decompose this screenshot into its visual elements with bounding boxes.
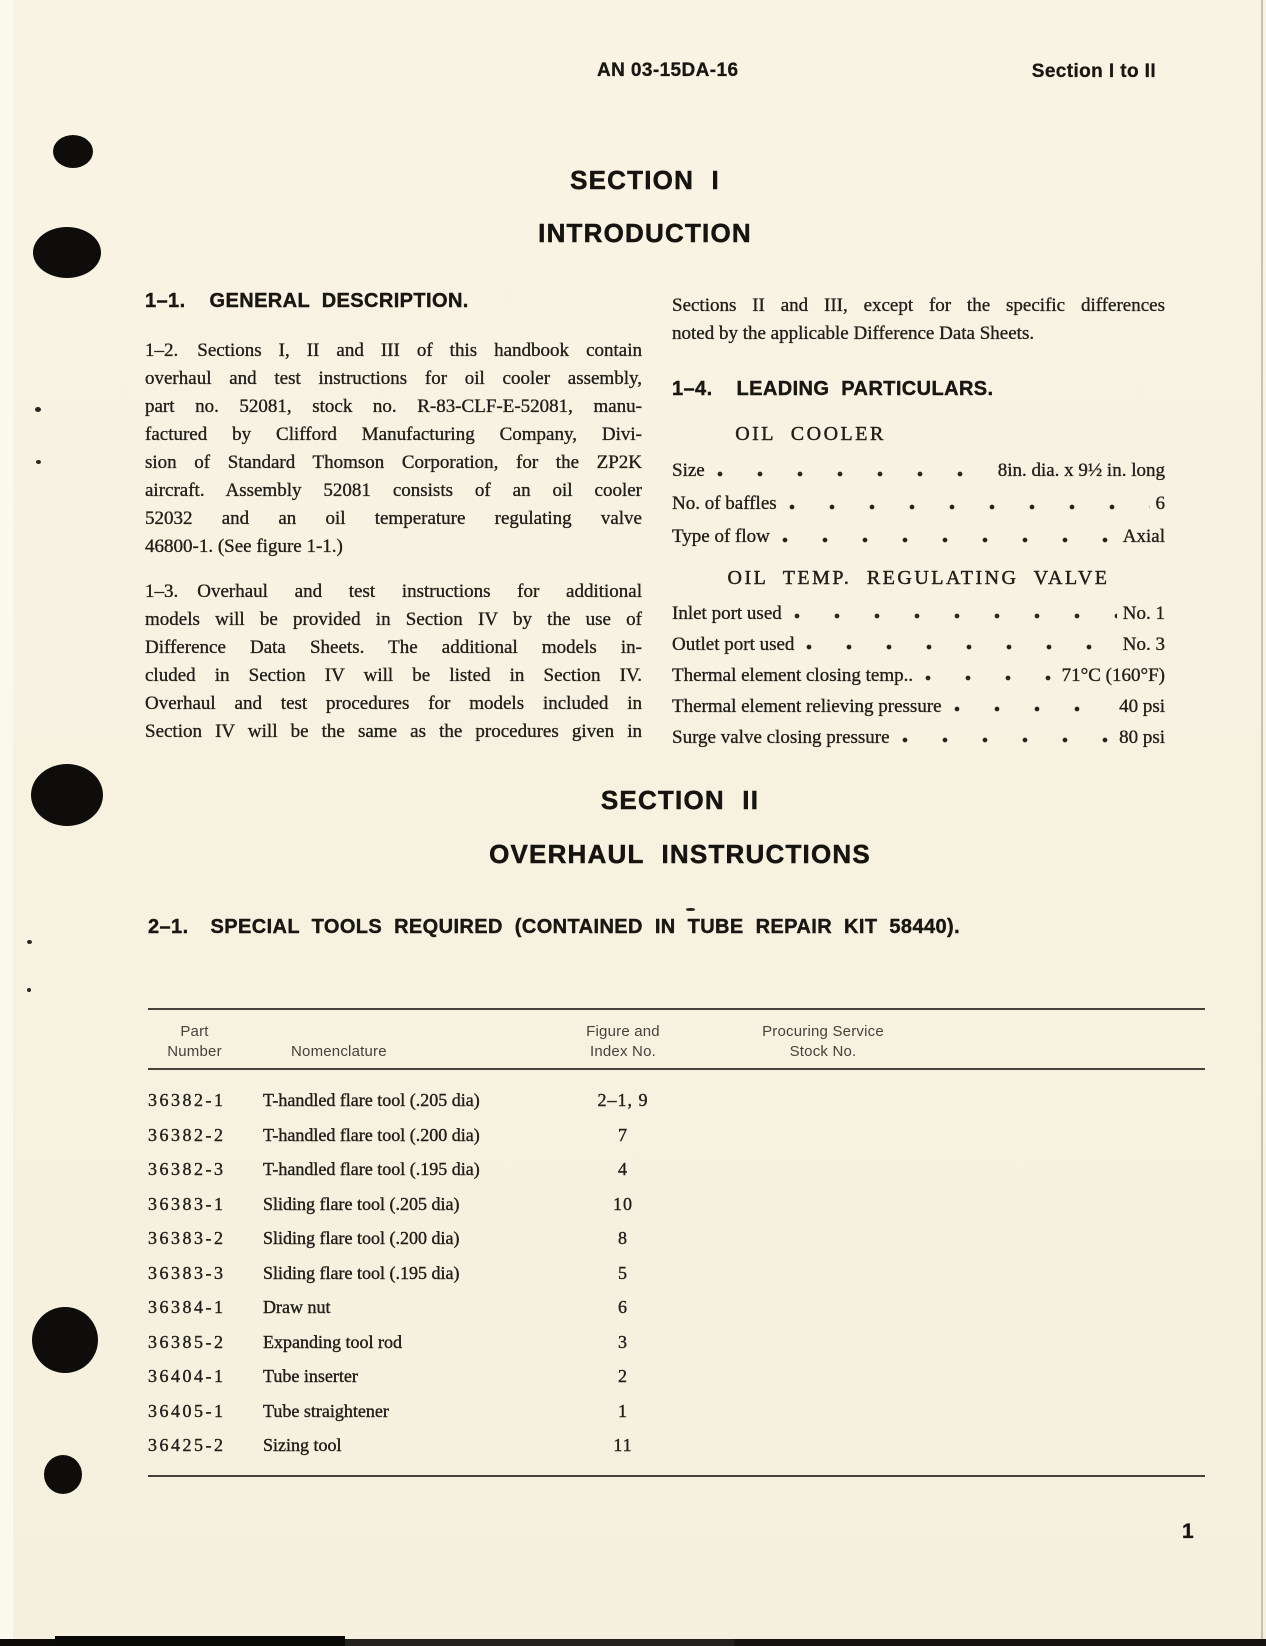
dot-leader — [954, 691, 1113, 722]
text-line: 46800-1. (See figure 1-1.) — [145, 536, 343, 557]
dot-leader — [717, 454, 992, 487]
spec-label: No. of baffles — [672, 493, 777, 514]
scan-bottom-edge-dark — [55, 1636, 345, 1646]
scan-speck — [35, 407, 41, 412]
section2-title: SECTION II — [600, 785, 760, 815]
text-line: overhaul and test instructions for oil cooler assembly, — [145, 368, 642, 389]
text-line: 52032 and an oil temperature regulating valve — [145, 508, 642, 529]
spec-row — [672, 691, 1165, 722]
paragraph-number: 2–1. — [148, 916, 189, 938]
column-header-spacer — [948, 1022, 1205, 1062]
scan-speck — [686, 908, 695, 911]
column-header-nomenclature: Nomenclature — [291, 1043, 387, 1060]
text-line: aircraft. Assembly 52081 consists of an oil cooler — [145, 480, 642, 501]
text-line: cluded in Section IV will be listed in Section IV. — [145, 665, 642, 686]
punch-mark — [53, 135, 93, 168]
paragraph-title: SPECIAL TOOLS REQUIRED (CONTAINED IN TUBE REPAIR KIT 58440). — [210, 916, 961, 938]
text-line: Sections II and III, except for the specific differences — [672, 295, 1165, 316]
special-tools-table — [148, 1008, 1205, 1477]
spec-value: No. 1 — [1122, 603, 1165, 624]
table-row: 36382-3 T-handled flare tool (.195 dia) 4 — [148, 1159, 628, 1179]
table-header-row — [148, 1010, 1205, 1070]
text-line: 1–2. Sections I, II and III of this handbook contain — [145, 340, 642, 361]
table-row: 36384-1 Draw nut 6 — [148, 1297, 628, 1317]
punch-mark — [44, 1455, 82, 1494]
dot-leader — [806, 629, 1116, 660]
dot-leader — [782, 520, 1117, 553]
spec-label: Thermal element closing temp.. — [672, 665, 914, 686]
text-line: noted by the applicable Difference Data Sheets. — [672, 323, 1035, 344]
table-row: 36425-2 Sizing tool 11 — [148, 1435, 633, 1455]
scan-speck — [36, 460, 41, 464]
spec-value: Axial — [1122, 526, 1165, 547]
spec-row — [672, 598, 1165, 629]
dot-leader — [789, 487, 1150, 520]
spec-row — [672, 722, 1165, 753]
section-range: Section I to II — [1031, 61, 1156, 82]
heading-1-4 — [672, 378, 1165, 401]
dot-leader — [794, 598, 1117, 629]
spec-label: Inlet port used — [672, 603, 782, 624]
spec-value: 40 psi — [1119, 696, 1165, 717]
regulating-valve-specs — [672, 598, 1165, 753]
section2-subtitle: OVERHAUL INSTRUCTIONS — [489, 839, 871, 869]
section1-title: SECTION I — [570, 165, 720, 195]
column-header-part-number: Part Number — [167, 1023, 222, 1060]
table-row: 36382-2 T-handled flare tool (.200 dia) 7 — [148, 1124, 628, 1145]
text-line: Difference Data Sheets. The additional models in- — [145, 637, 642, 658]
paragraph-1-2 — [145, 337, 642, 561]
paragraph-title: GENERAL DESCRIPTION. — [209, 290, 469, 312]
oil-cooler-specs — [672, 454, 1165, 553]
spec-value: 8in. dia. x 9½ in. long — [997, 460, 1165, 481]
spec-label: Outlet port used — [672, 634, 795, 655]
spec-row — [672, 629, 1165, 660]
spec-value: 6 — [1155, 493, 1165, 514]
table-row: 36383-3 Sliding flare tool (.195 dia) 5 — [148, 1262, 628, 1283]
table-row: 36382-1 T-handled flare tool (.205 dia) 2–1, 9 — [148, 1090, 649, 1110]
spec-row — [672, 520, 1165, 553]
spec-label: Surge valve closing pressure — [672, 727, 890, 748]
regulating-valve-heading: OIL TEMP. REGULATING VALVE — [727, 567, 1110, 589]
spec-row — [672, 454, 1165, 487]
table-row: 36385-2 Expanding tool rod 3 — [148, 1331, 628, 1352]
paragraph-number: 1–1. — [145, 290, 186, 312]
table-row: 36404-1 Tube inserter 2 — [148, 1366, 628, 1386]
table-row: 36405-1 Tube straightener 1 — [148, 1400, 628, 1421]
table-body — [148, 1070, 1205, 1463]
punch-mark — [33, 227, 101, 278]
paragraph-number: 1–4. — [672, 378, 713, 400]
punch-mark — [31, 764, 103, 826]
text-line: models will be provided in Section IV by the use of — [145, 609, 642, 630]
paragraph-title: LEADING PARTICULARS. — [736, 378, 994, 400]
paragraph-1-3 — [145, 578, 642, 746]
page-number: 1 — [1182, 1520, 1194, 1543]
table-row: 36383-2 Sliding flare tool (.200 dia) 8 — [148, 1228, 628, 1248]
text-line: sion of Standard Thomson Corporation, for the ZP2K — [145, 452, 642, 473]
oil-cooler-heading: OIL COOLER — [735, 423, 886, 445]
doc-number: AN 03-15DA-16 — [597, 60, 739, 81]
spec-label: Size — [672, 460, 705, 481]
text-line: part no. 52081, stock no. R-83-CLF-E-52081, manu- — [145, 396, 642, 417]
table-row: 36383-1 Sliding flare tool (.205 dia) 10 — [148, 1193, 633, 1214]
spec-value: 71°C (160°F) — [1061, 665, 1165, 686]
spec-label: Type of flow — [672, 526, 770, 547]
heading-2-1 — [148, 916, 960, 939]
text-line: Section IV will be the same as the procedures given in — [145, 721, 642, 742]
column-header-procuring-stock: Procuring Service Stock No. — [762, 1023, 884, 1060]
spec-label: Thermal element relieving pressure — [672, 696, 942, 717]
left-column — [145, 290, 642, 746]
spec-row — [672, 487, 1165, 520]
dot-leader — [925, 660, 1056, 691]
column-header-figure-index: Figure and Index No. — [586, 1023, 660, 1060]
spec-row — [672, 660, 1165, 691]
text-line: 1–3. Overhaul and test instructions for additional — [145, 581, 642, 602]
scan-speck — [27, 988, 31, 992]
text-line: factured by Clifford Manufacturing Company, Divi- — [145, 424, 642, 445]
spec-value: No. 3 — [1122, 634, 1165, 655]
punch-mark — [32, 1307, 98, 1373]
spec-value: 80 psi — [1119, 727, 1165, 748]
scan-speck — [27, 940, 32, 944]
right-column — [672, 292, 1165, 753]
text-line: Overhaul and test procedures for models included in — [145, 693, 642, 714]
dot-leader — [902, 722, 1113, 753]
heading-1-1 — [145, 290, 642, 313]
section1-subtitle: INTRODUCTION — [538, 218, 752, 248]
